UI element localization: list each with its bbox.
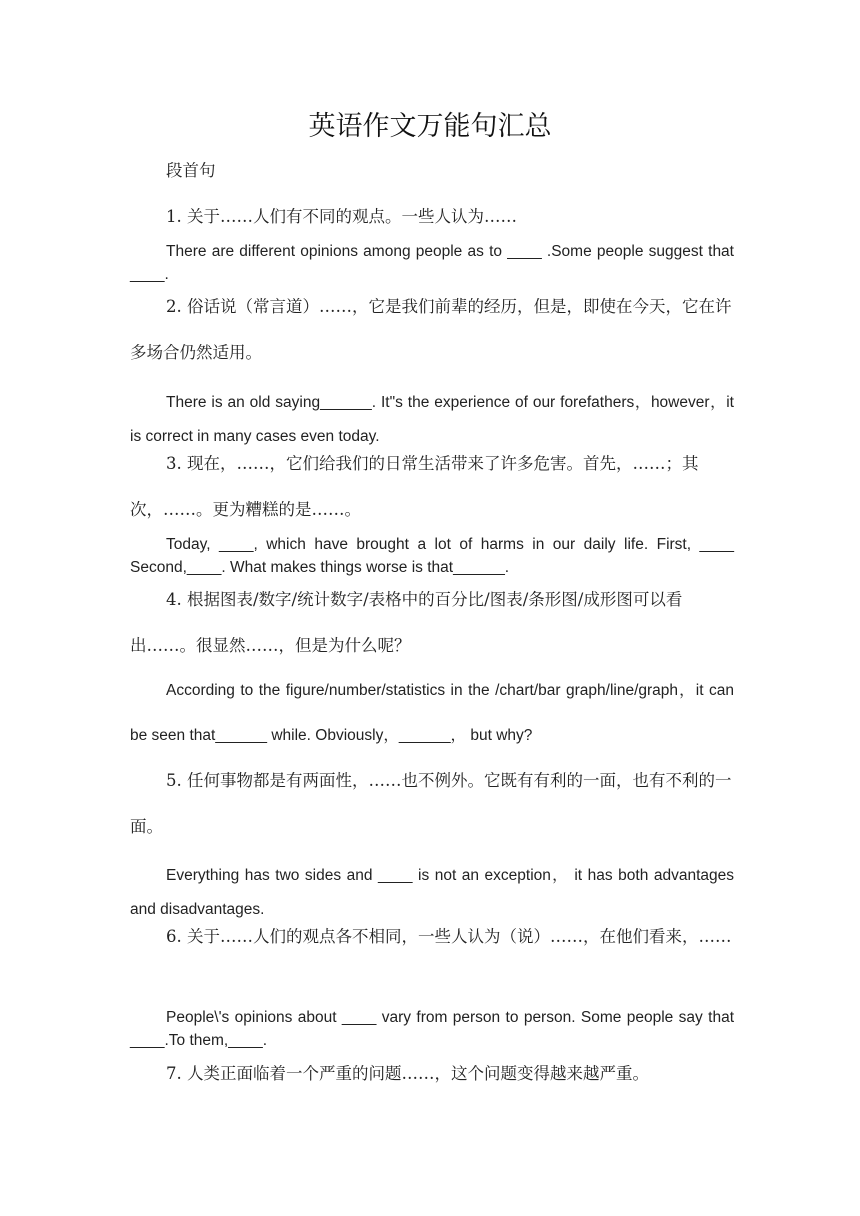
item-7-chinese: 7. 人类正面临着一个严重的问题……，这个问题变得越来越严重。 (166, 1064, 649, 1083)
item-4-english: According to the figure/number/statistics in the /chart/bar graph/line/graph，it can be seen that______ while. Obviously，______， but why? (130, 682, 734, 744)
item-6-chinese: 6. 关于……人们的观点各不相同，一些人认为（说）……，在他们看来，…… (166, 927, 732, 946)
item-6-english: People\'s opinions about ____ vary from person to person. Some people say that ____.To them,____. (130, 1009, 734, 1049)
document-title: 英语作文万能句汇总 (308, 111, 552, 142)
item-5-chinese: 5. 任何事物都是有两面性，……也不例外。它既有有利的一面，也有不利的一面。 (130, 771, 732, 836)
item-5-english: Everything has two sides and ____ is not an exception， it has both advantages and disadvantages. (130, 867, 734, 918)
item-3-english: Today, ____, which have brought a lot of harms in our daily life. First, ____ Second,____. What makes things worse is that______. (130, 536, 734, 576)
item-1-english: There are different opinions among people as to ____ .Some people suggest that ____. (130, 243, 734, 283)
section-heading: 段首句 (166, 161, 216, 180)
item-4-chinese: 4. 根据图表/数字/统计数字/表格中的百分比/图表/条形图/成形图可以看出……。很显然……，但是为什么呢？ (130, 590, 683, 655)
item-1-chinese: 1. 关于……人们有不同的观点。一些人认为…… (166, 207, 517, 226)
item-2-chinese: 2. 俗话说（常言道）……，它是我们前辈的经历，但是，即使在今天，它在许多场合仍然适用。 (130, 297, 732, 362)
item-2-english: There is an old saying______. It"s the experience of our forefathers，however，it is correct in many cases even today. (130, 394, 734, 445)
item-3-chinese: 3. 现在，……，它们给我们的日常生活带来了许多危害。首先，……；其次，……。更为糟糕的是……。 (130, 454, 699, 519)
